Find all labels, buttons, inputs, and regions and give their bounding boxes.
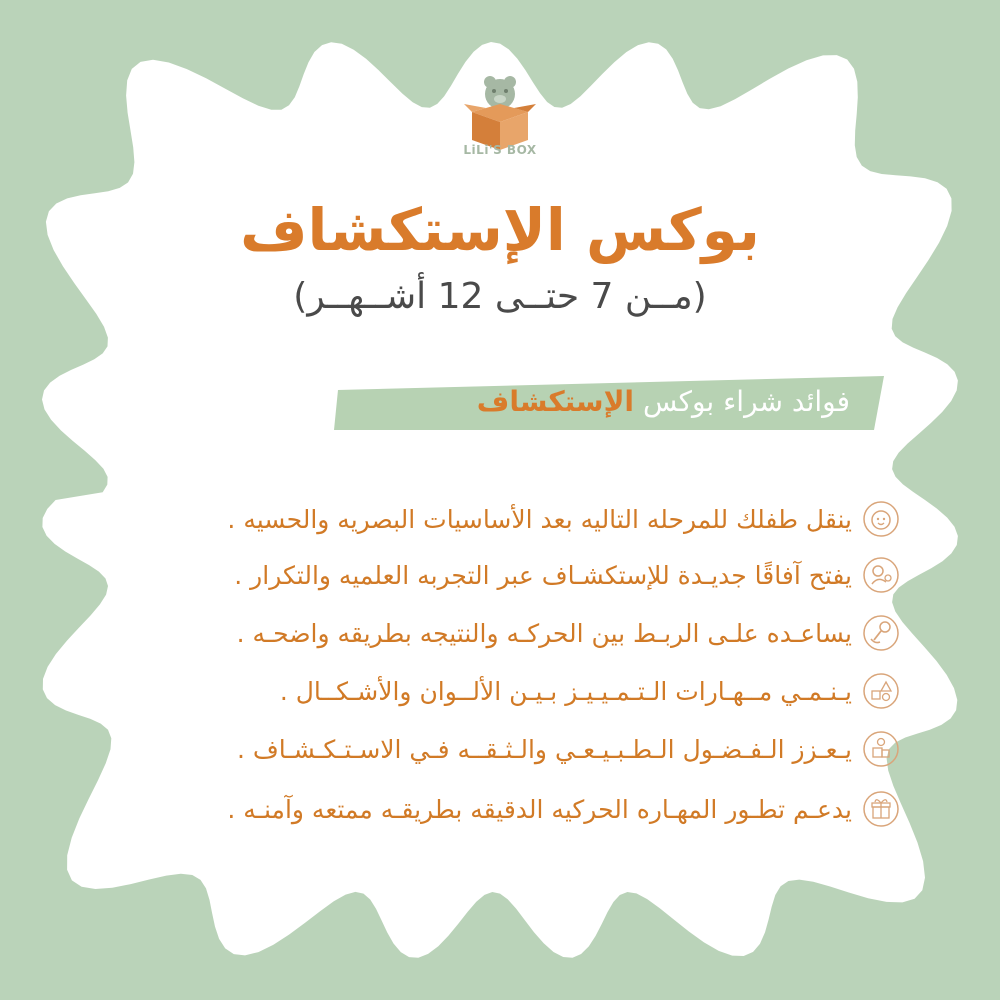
benefits-heading <box>340 385 850 418</box>
benefit-text: ينقل طفلك للمرحله التاليه بعد الأساسيات البصريه والحسيه . <box>227 504 852 534</box>
baby-face-icon <box>862 500 900 538</box>
benefit-item <box>90 786 900 832</box>
page-title: بوكس الإستكشاف <box>240 196 760 264</box>
benefit-item <box>90 496 900 542</box>
benefit-text: يدعـم تطـور المهـاره الحركيه الدقيقه بطريقـه ممتعه وآمنـه . <box>227 794 852 824</box>
benefits-heading-prefix: فوائد شراء بوكس <box>642 385 850 418</box>
benefit-text: يـنـمـي مــهـارات الـتـمـيـيـز بـيـن الألــوان والأشـكــال . <box>279 676 852 706</box>
benefit-item <box>90 610 900 656</box>
brand-name: LiLi'S BOX <box>463 143 537 157</box>
benefit-text: يساعـده علـى الربـط بين الحركـه والنتيجه بطريقه واضحـه . <box>236 618 852 648</box>
benefit-text: يـعـزز الـفـضـول الـطـبـيـعـي والـثـقــه فـي الاسـتـكـشـاف . <box>236 734 852 764</box>
baby-play-icon <box>862 556 900 594</box>
blocks-toy-icon <box>862 730 900 768</box>
benefits-heading-accent: الإستكشاف <box>476 385 635 418</box>
age-range-subtitle: (مــن 7 حتــى 12 أشــهــر) <box>293 276 707 317</box>
benefit-item <box>90 726 900 772</box>
hand-rattle-icon <box>862 614 900 652</box>
benefit-text: يفتح آفاقًا جديـدة للإستكشـاف عبر التجربه العلميه والتكرار . <box>234 560 852 590</box>
gift-box-icon <box>862 790 900 828</box>
benefit-item <box>90 552 900 598</box>
shapes-icon <box>862 672 900 710</box>
benefit-item <box>90 668 900 714</box>
